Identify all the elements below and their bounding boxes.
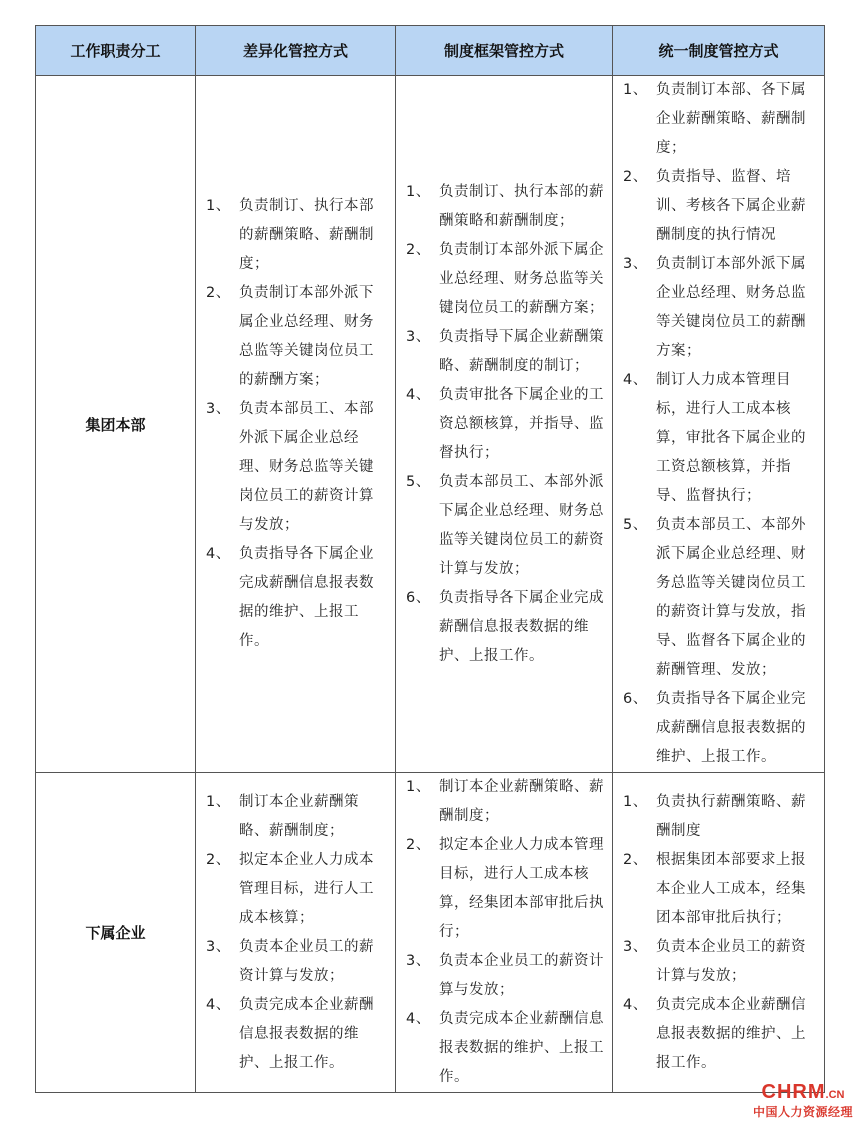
- item-number: 3、: [206, 938, 231, 955]
- item-text: 制订本企业薪酬策略、薪酬制度；: [239, 793, 359, 839]
- item-number: 1、: [206, 198, 231, 214]
- header-row: [36, 26, 825, 76]
- item-text: 负责制订本部、各下属企业薪酬策略、薪酬制度；: [656, 82, 806, 156]
- logo-brand: CHRM: [761, 1081, 826, 1103]
- list-item: [406, 1005, 604, 1092]
- table-row: [36, 773, 825, 1093]
- header-unified: 统一制度管控方式: [613, 26, 825, 76]
- item-text: 负责制订、执行本部的薪酬策略和薪酬制度；: [439, 183, 604, 229]
- item-text: 制订本企业薪酬策略、薪酬制度；: [439, 779, 604, 824]
- list-item: [406, 236, 604, 323]
- cell-sub-framework: [396, 773, 613, 1093]
- item-number: 4、: [406, 1011, 431, 1027]
- cell-hq-framework: [396, 76, 613, 773]
- item-text: 负责制订本部外派下属企业总经理、财务总监等关键岗位员工的薪酬方案；: [656, 256, 806, 359]
- list-item: [623, 366, 816, 511]
- list-item: [206, 991, 387, 1078]
- item-text: 负责指导各下属企业完成薪酬信息报表数据的维护、上报工作。: [439, 589, 604, 664]
- item-number: 1、: [623, 793, 648, 810]
- item-text: 负责制订本部外派下属企业总经理、财务总监等关键岗位员工的薪酬方案；: [439, 241, 604, 316]
- item-number: 3、: [406, 328, 431, 345]
- list-item: [206, 540, 387, 656]
- list-item: [623, 76, 816, 163]
- item-text: 负责完成本企业薪酬信息报表数据的维护、上报工作。: [439, 1011, 604, 1085]
- list-item: [623, 991, 816, 1078]
- responsibility-table-wrapper: [35, 25, 824, 1086]
- item-text: 负责制订本部外派下属企业总经理、财务总监等关键岗位员工的薪酬方案；: [239, 285, 374, 388]
- item-number: 4、: [206, 996, 231, 1013]
- list-item: [623, 250, 816, 366]
- list-item: [206, 788, 387, 846]
- item-text: 负责本部员工、本部外派下属企业总经理、财务总监等关键岗位员工的薪资计算与发放，指导、监督各下属企业的薪酬管理、发放；: [656, 517, 806, 678]
- item-number: 2、: [406, 241, 431, 258]
- item-number: 4、: [406, 386, 431, 403]
- item-text: 负责本部员工、本部外派下属企业总经理、财务总监等关键岗位员工的薪资计算与发放；: [239, 401, 374, 533]
- item-number: 2、: [623, 851, 648, 868]
- item-text: 负责制订、执行本部的薪酬策略、薪酬制度；: [239, 198, 374, 272]
- chrm-logo: [753, 1082, 853, 1119]
- item-number: 5、: [406, 473, 431, 490]
- item-number: 4、: [206, 546, 231, 562]
- list-item: [406, 178, 604, 236]
- item-number: 1、: [406, 183, 431, 200]
- list-item: [623, 788, 816, 846]
- cell-sub-unified: [613, 773, 825, 1093]
- item-number: 6、: [623, 691, 648, 707]
- item-number: 3、: [623, 938, 648, 955]
- list-item: [623, 685, 816, 772]
- item-number: 6、: [406, 589, 431, 606]
- item-text: 制订人力成本管理目标，进行人工成本核算，审批各下属企业的工资总额核算，并指导、监督执行；: [656, 372, 806, 504]
- list-item: [623, 163, 816, 250]
- header-duty: 工作职责分工: [36, 26, 196, 76]
- list-item: [206, 192, 387, 279]
- item-number: 5、: [623, 517, 648, 533]
- item-number: 3、: [206, 401, 231, 417]
- item-text: 拟定本企业人力成本管理目标，进行人工成本核算，经集团本部审批后执行；: [439, 837, 604, 940]
- row-label-subsidiary: 下属企业: [36, 773, 196, 1093]
- item-text: 负责指导下属企业薪酬策略、薪酬制度的制订；: [439, 328, 604, 374]
- item-text: 负责指导、监督、培训、考核各下属企业薪酬制度的执行情况: [656, 169, 806, 243]
- item-text: 负责完成本企业薪酬信息报表数据的维护、上报工作。: [239, 996, 374, 1071]
- list-item: [206, 933, 387, 991]
- item-number: 3、: [623, 256, 648, 272]
- item-number: 4、: [623, 372, 648, 388]
- logo-suffix: .CN: [825, 1089, 845, 1101]
- list-item: [206, 279, 387, 395]
- responsibility-table: [35, 25, 825, 1093]
- list-item: [406, 947, 604, 1005]
- cell-sub-differentiated: [196, 773, 396, 1093]
- item-text: 负责完成本企业薪酬信息报表数据的维护、上报工作。: [656, 996, 806, 1071]
- item-text: 负责本部员工、本部外派下属企业总经理、财务总监等关键岗位员工的薪资计算与发放；: [439, 473, 604, 577]
- item-number: 1、: [206, 793, 231, 810]
- list-item: [206, 846, 387, 933]
- cell-hq-differentiated: [196, 76, 396, 773]
- item-number: 4、: [623, 996, 648, 1013]
- item-number: 1、: [406, 779, 431, 795]
- item-text: 负责本企业员工的薪资计算与发放；: [239, 938, 374, 984]
- list-item: [623, 846, 816, 933]
- item-number: 1、: [623, 82, 648, 98]
- item-number: 2、: [623, 169, 648, 185]
- list-item: [623, 511, 816, 685]
- list-item: [623, 933, 816, 991]
- item-number: 2、: [206, 285, 231, 301]
- item-number: 3、: [406, 953, 431, 969]
- item-text: 拟定本企业人力成本管理目标，进行人工成本核算；: [239, 851, 374, 926]
- list-item: [406, 831, 604, 947]
- item-text: 负责本企业员工的薪资计算与发放；: [439, 953, 604, 998]
- list-item: [406, 468, 604, 584]
- cell-hq-unified: [613, 76, 825, 773]
- header-differentiated: 差异化管控方式: [196, 26, 396, 76]
- item-number: 2、: [406, 837, 431, 853]
- item-text: 负责指导各下属企业完成薪酬信息报表数据的维护、上报工作。: [656, 691, 806, 765]
- list-item: [206, 395, 387, 540]
- list-item: [406, 773, 604, 831]
- item-text: 负责执行薪酬策略、薪酬制度: [656, 793, 806, 839]
- item-text: 负责本企业员工的薪资计算与发放；: [656, 938, 806, 984]
- logo-subtitle: 中国人力资源经理: [752, 1105, 853, 1119]
- item-text: 根据集团本部要求上报本企业人工成本，经集团本部审批后执行；: [656, 851, 806, 926]
- item-text: 负责审批各下属企业的工资总额核算，并指导、监督执行；: [439, 386, 604, 461]
- item-text: 负责指导各下属企业完成薪酬信息报表数据的维护、上报工作。: [239, 546, 374, 649]
- list-item: [406, 381, 604, 468]
- list-item: [406, 584, 604, 671]
- list-item: [406, 323, 604, 381]
- header-framework: 制度框架管控方式: [396, 26, 613, 76]
- row-label-hq: 集团本部: [36, 76, 196, 773]
- item-number: 2、: [206, 851, 231, 868]
- table-row: [36, 76, 825, 773]
